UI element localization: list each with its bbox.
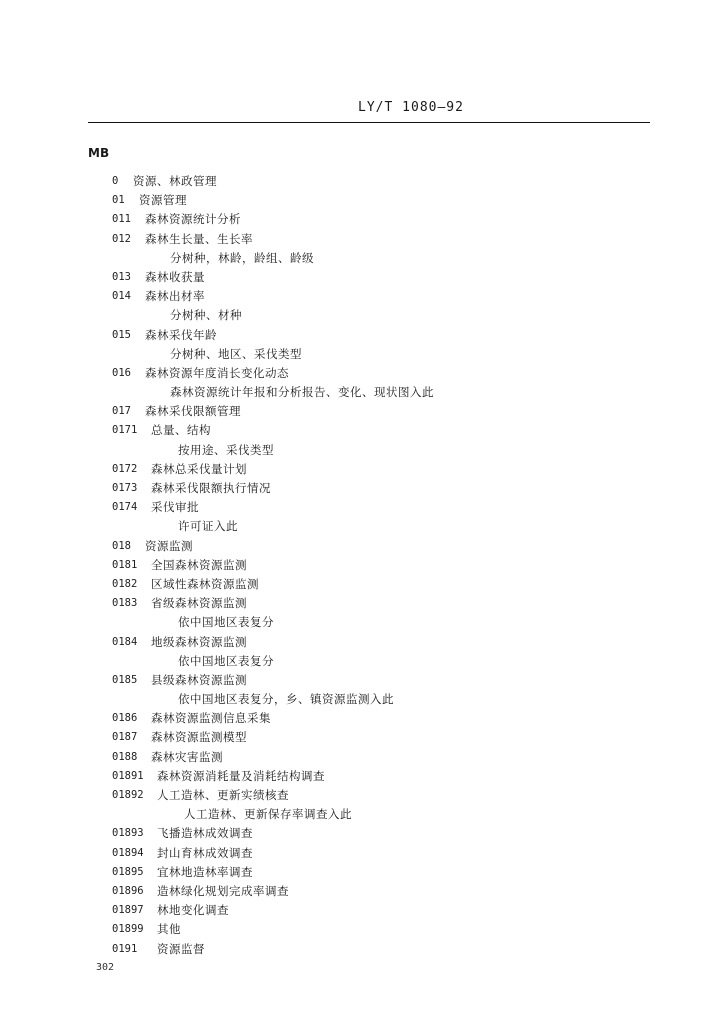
class-code: 01895 — [112, 865, 144, 878]
list-item — [0, 517, 722, 536]
class-label: 资源、林政管理 — [133, 174, 217, 188]
list-item — [0, 191, 722, 210]
list-item — [0, 709, 722, 728]
class-note: 分树种、地区、采伐类型 — [170, 346, 302, 361]
class-label: 林地变化调查 — [157, 903, 229, 918]
class-label: 总量、结构 — [151, 423, 211, 438]
list-item — [0, 575, 722, 594]
list-item — [0, 421, 722, 440]
class-code: 01892 — [112, 789, 144, 801]
class-code: 0172 — [112, 462, 138, 475]
list-item — [0, 748, 722, 767]
list-item — [0, 690, 722, 709]
list-item — [0, 249, 722, 268]
list-item — [0, 940, 722, 959]
class-note: 依中国地区表复分，乡、镇资源监测入此 — [178, 692, 394, 707]
classification-list — [0, 172, 722, 959]
class-code: 01891 — [112, 769, 144, 782]
class-label: 采伐审批 — [151, 500, 199, 515]
class-label: 森林采伐限额管理 — [145, 404, 241, 419]
class-label: 森林采伐年龄 — [145, 327, 217, 342]
header-rule — [88, 122, 650, 123]
list-item — [0, 268, 722, 287]
class-label: 全国森林资源监测 — [151, 557, 247, 572]
class-label: 森林出材率 — [145, 289, 205, 304]
class-code: 0185 — [112, 673, 138, 686]
list-item — [0, 767, 722, 786]
standard-code: LY/T 1080—92 — [358, 100, 464, 115]
class-note: 分树种、材种 — [170, 308, 242, 323]
list-item — [0, 594, 722, 613]
class-label: 森林灾害监测 — [151, 749, 223, 764]
class-label: 宜林地造林率调查 — [157, 864, 253, 879]
class-note: 人工造林、更新保存率调查入此 — [184, 807, 352, 822]
list-item — [0, 882, 722, 901]
list-item — [0, 824, 722, 843]
class-note: 许可证入此 — [178, 519, 238, 534]
list-item — [0, 901, 722, 920]
class-code: 01897 — [112, 904, 144, 917]
class-code: 0174 — [112, 501, 138, 514]
class-label: 森林资源监测模型 — [151, 730, 247, 745]
class-note: 依中国地区表复分 — [178, 653, 274, 668]
class-code: 016 — [112, 366, 131, 379]
class-code: 0191 — [112, 942, 138, 955]
class-code: 0186 — [112, 712, 138, 725]
list-item — [0, 460, 722, 479]
class-code: 012 — [112, 232, 131, 245]
list-item — [0, 383, 722, 402]
list-item — [0, 537, 722, 556]
class-label: 其他 — [157, 922, 181, 937]
page-number: 302 — [96, 962, 115, 973]
class-code: 01899 — [112, 923, 144, 936]
section-code: MB — [88, 146, 110, 160]
class-code: 0183 — [112, 597, 138, 610]
list-item — [0, 728, 722, 747]
list-item — [0, 210, 722, 229]
standard-code-header — [0, 100, 722, 115]
class-label: 省级森林资源监测 — [151, 596, 247, 611]
class-code: 01896 — [112, 884, 144, 897]
class-note: 森林资源统计年报和分析报告、变化、现状图入此 — [170, 385, 434, 400]
list-item — [0, 441, 722, 460]
class-label: 地级森林资源监测 — [151, 634, 247, 649]
class-code: 0 — [112, 175, 119, 187]
list-item — [0, 402, 722, 421]
class-label: 资源监督 — [157, 941, 205, 956]
list-item — [0, 671, 722, 690]
class-code: 014 — [112, 290, 131, 303]
list-item — [0, 230, 722, 249]
class-code: 018 — [112, 539, 131, 552]
class-label: 封山育林成效调查 — [157, 845, 253, 860]
class-code: 0171 — [112, 424, 138, 437]
class-code: 0173 — [112, 482, 138, 494]
class-label: 森林资源监测信息采集 — [151, 711, 271, 726]
class-code: 013 — [112, 270, 131, 283]
class-label: 人工造林、更新实绩核查 — [157, 788, 289, 802]
list-item — [0, 920, 722, 939]
class-note: 依中国地区表复分 — [178, 615, 274, 630]
class-note: 按用途、采伐类型 — [178, 442, 274, 457]
class-code: 0182 — [112, 577, 138, 590]
list-item — [0, 364, 722, 383]
list-item — [0, 652, 722, 671]
class-label: 造林绿化规划完成率调查 — [157, 883, 289, 898]
class-code: 01 — [112, 194, 125, 207]
class-label: 县级森林资源监测 — [151, 672, 247, 687]
class-label: 区域性森林资源监测 — [151, 576, 259, 591]
class-code: 01893 — [112, 827, 144, 840]
list-item — [0, 172, 722, 191]
class-code: 0184 — [112, 635, 138, 648]
list-item — [0, 287, 722, 306]
class-code: 015 — [112, 328, 131, 341]
list-item — [0, 479, 722, 498]
class-label: 森林生长量、生长率 — [145, 231, 253, 246]
class-label: 森林资源统计分析 — [145, 212, 241, 227]
class-code: 01894 — [112, 846, 144, 859]
list-item — [0, 844, 722, 863]
class-label: 飞播造林成效调查 — [157, 826, 253, 841]
class-code: 0187 — [112, 731, 138, 744]
class-note: 分树种，林龄，龄组、龄级 — [170, 250, 314, 265]
class-label: 资源监测 — [145, 538, 193, 553]
class-label: 资源管理 — [139, 193, 187, 208]
class-code: 0188 — [112, 750, 138, 763]
list-item — [0, 613, 722, 632]
list-item — [0, 863, 722, 882]
list-item — [0, 556, 722, 575]
list-item — [0, 633, 722, 652]
class-label: 森林总采伐量计划 — [151, 461, 247, 476]
list-item — [0, 805, 722, 824]
list-item — [0, 345, 722, 364]
list-item — [0, 786, 722, 805]
class-code: 011 — [112, 213, 131, 226]
class-label: 森林收获量 — [145, 269, 205, 284]
class-code: 017 — [112, 405, 131, 418]
list-item — [0, 326, 722, 345]
class-label: 森林资源消耗量及消耗结构调查 — [157, 768, 325, 783]
class-label: 森林资源年度消长变化动态 — [145, 365, 289, 380]
list-item — [0, 498, 722, 517]
class-code: 0181 — [112, 558, 138, 571]
class-label: 森林采伐限额执行情况 — [151, 481, 271, 495]
list-item — [0, 306, 722, 325]
